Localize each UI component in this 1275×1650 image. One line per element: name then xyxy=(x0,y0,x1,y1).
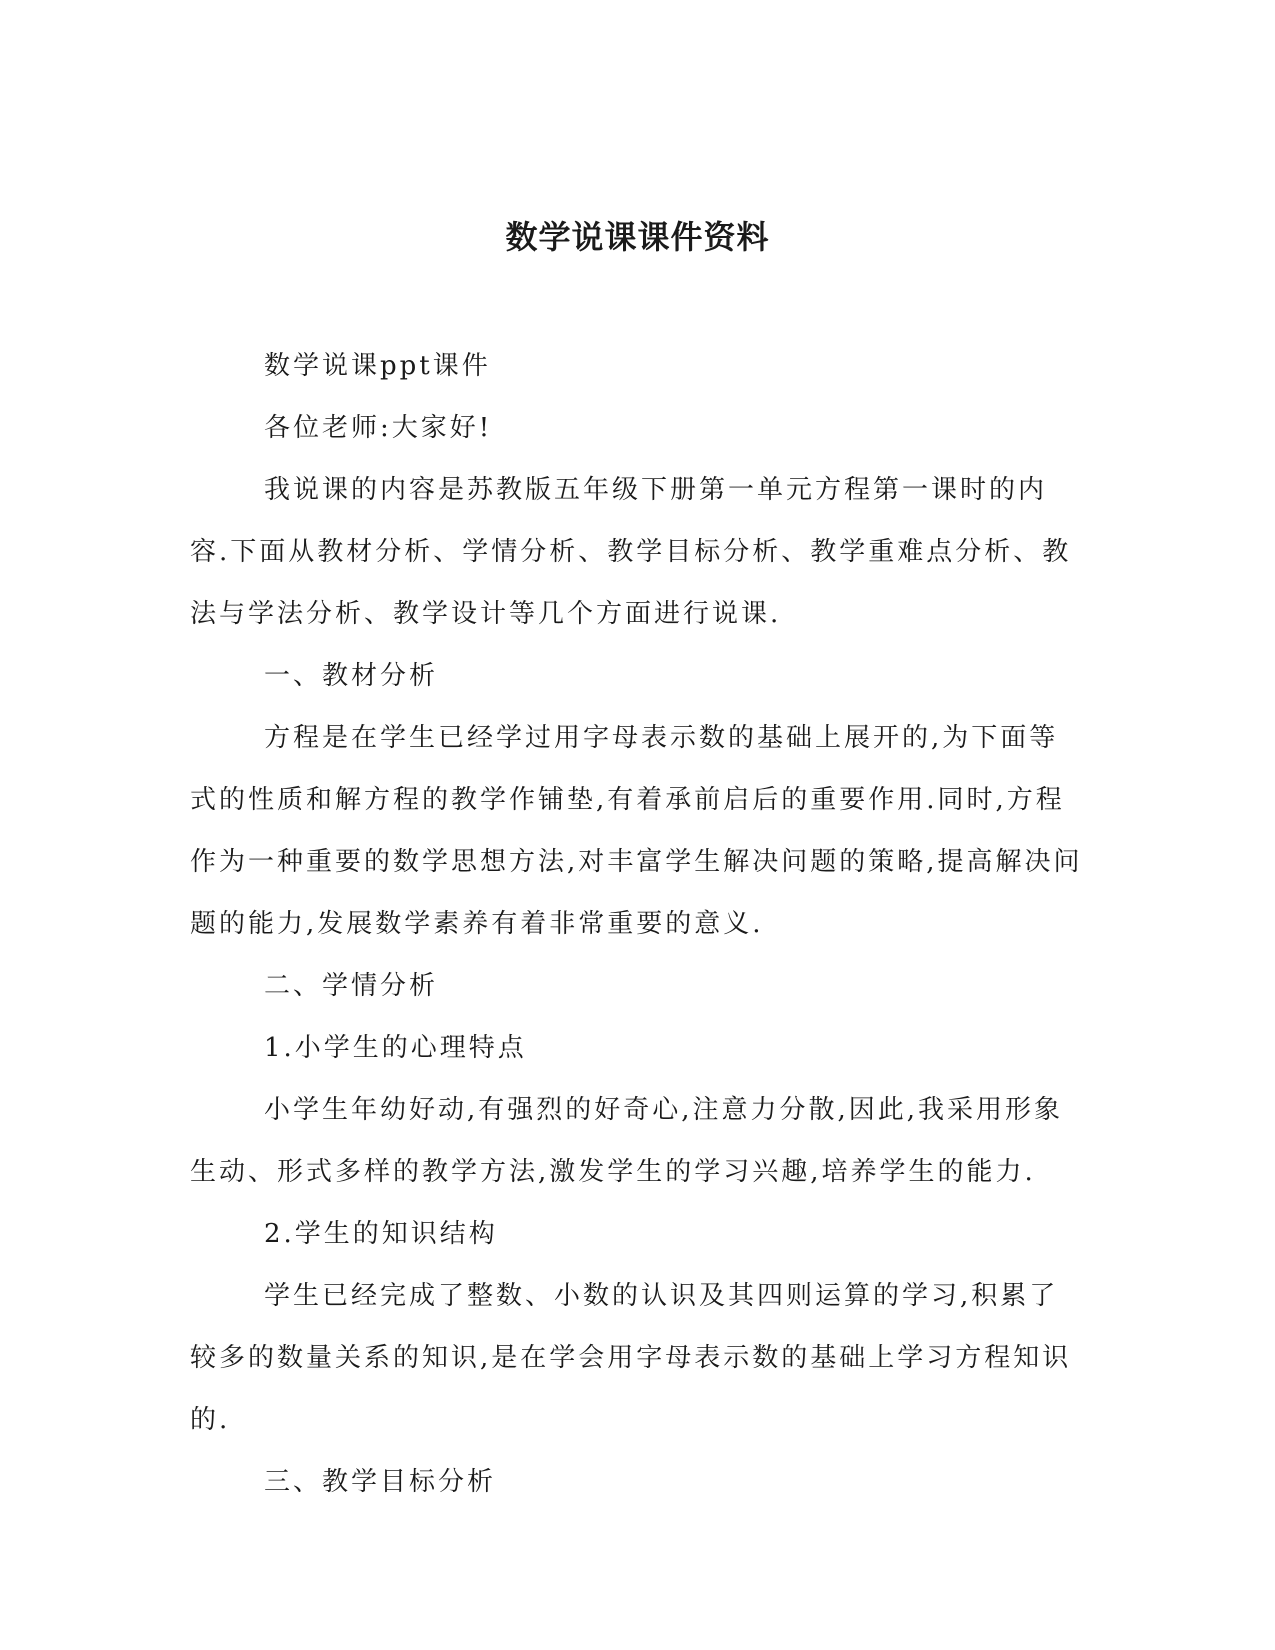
paragraph-textbook-analysis: 方程是在学生已经学过用字母表示数的基础上展开的,为下面等式的性质和解方程的教学作铺垫,有着承前启后的重要作用.同时,方程作为一种重要的数学思想方法,对丰富学生解决问题的策略,提高解决问题的能力,发展数学素养有着非常重要的意义. xyxy=(190,723,1083,939)
document-body xyxy=(190,335,1085,1513)
subheading-psychology: 1.小学生的心理特点 xyxy=(264,1033,527,1063)
paragraph-greeting: 各位老师:大家好! xyxy=(264,413,493,443)
paragraph-knowledge-structure: 学生已经完成了整数、小数的认识及其四则运算的学习,积累了较多的数量关系的知识,是在学会用字母表示数的基础上学习方程知识的. xyxy=(190,1281,1072,1435)
section-heading-teaching-goals: 三、教学目标分析 xyxy=(264,1467,497,1497)
subheading-knowledge-structure: 2.学生的知识结构 xyxy=(264,1219,498,1249)
section-heading-student-analysis: 二、学情分析 xyxy=(264,971,439,1001)
document-title: 数学说课课件资料 xyxy=(505,218,770,256)
paragraph-psychology: 小学生年幼好动,有强烈的好奇心,注意力分散,因此,我采用形象生动、形式多样的教学方法,激发学生的学习兴趣,培养学生的能力. xyxy=(190,1095,1064,1187)
section-heading-textbook-analysis: 一、教材分析 xyxy=(264,661,439,691)
paragraph-intro: 我说课的内容是苏教版五年级下册第一单元方程第一课时的内容.下面从教材分析、学情分析、教学目标分析、教学重难点分析、教法与学法分析、教学设计等几个方面进行说课. xyxy=(190,475,1072,629)
paragraph-subtitle: 数学说课ppt课件 xyxy=(264,351,491,381)
